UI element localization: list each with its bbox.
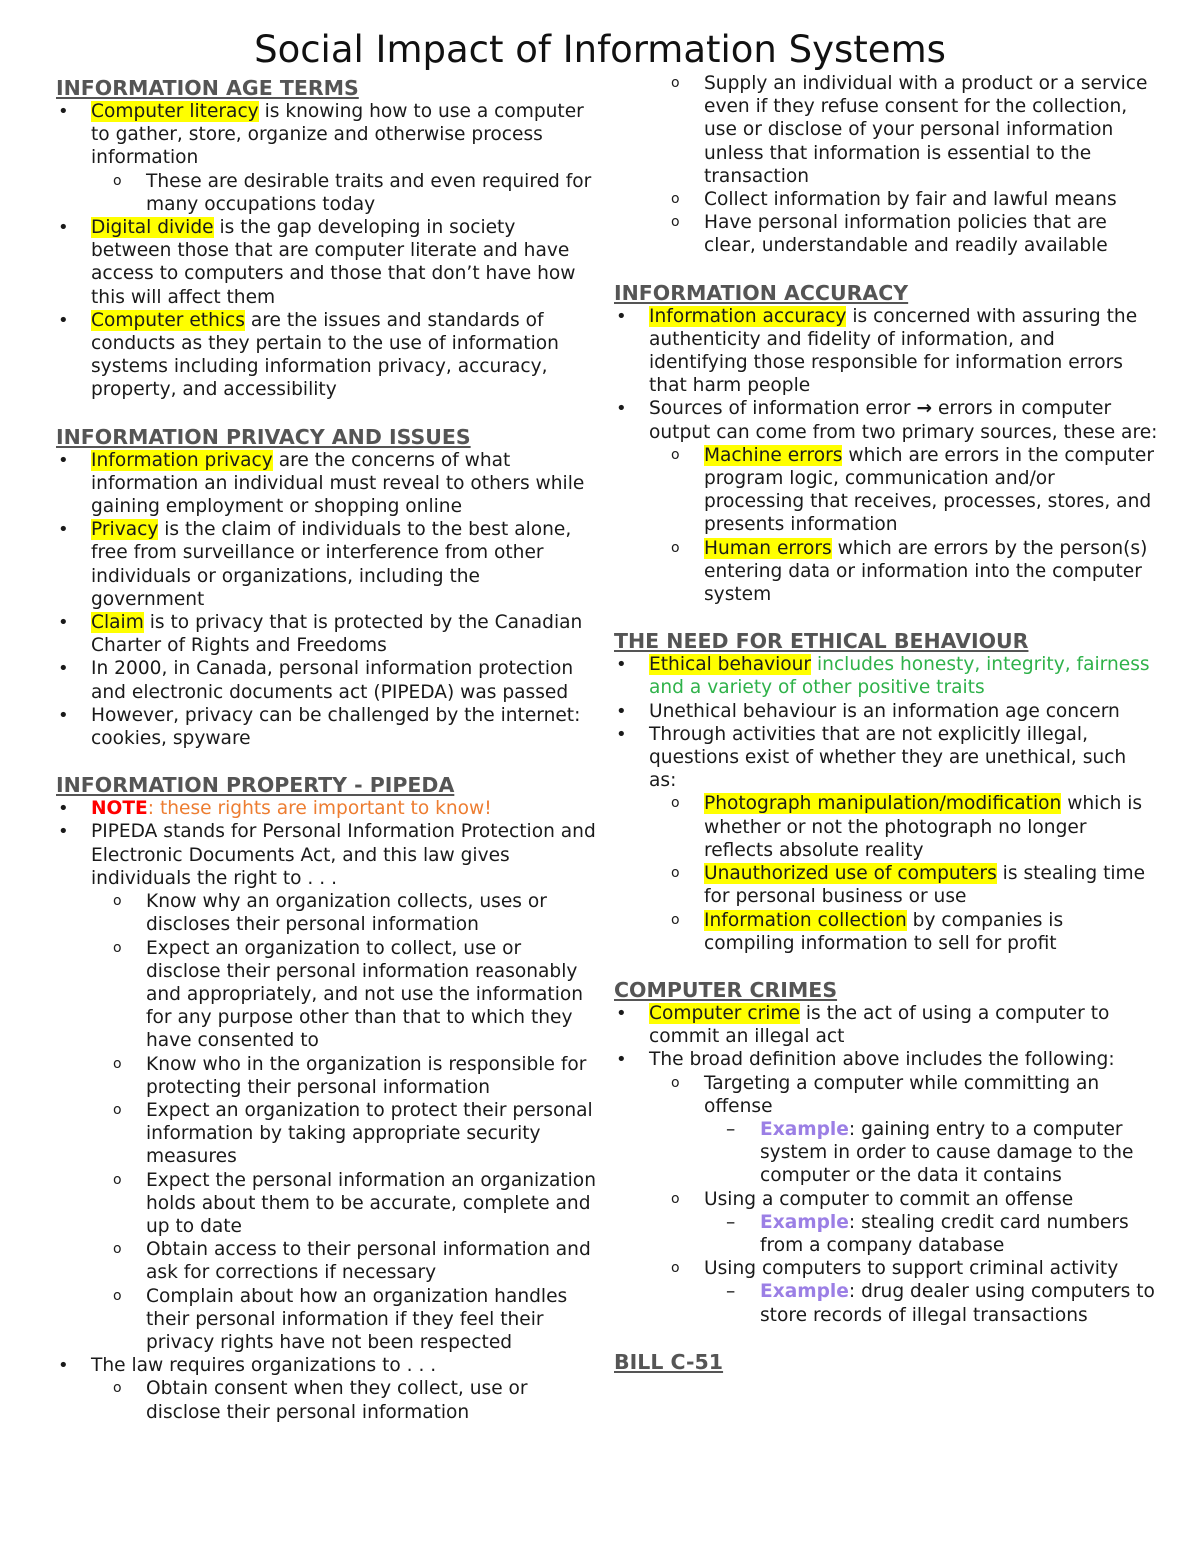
term-highlight: Information privacy — [91, 449, 273, 471]
note-label: NOTE — [91, 798, 148, 820]
list-item — [56, 611, 596, 657]
list-item: • Through activities that are not explicitly illegal, questions exist of whether they are unethical, such as: — [614, 723, 1159, 793]
list-item — [614, 653, 1159, 699]
definition-text: are the issues and standards of conducts as they pertain to the use of information systems including information privacy, accuracy, property, and accessibility — [91, 309, 559, 401]
example-label: Example — [760, 1118, 849, 1140]
crimes-list — [614, 1002, 1159, 1327]
list-item: o Complain about how an organization handles their personal information if they feel their privacy rights have not been respected — [56, 1285, 596, 1355]
term-highlight: Privacy — [91, 519, 159, 541]
heading-bill-c51: BILL C-51 — [614, 1349, 724, 1374]
list-item — [614, 1118, 1159, 1188]
definition-text: is the claim of individuals to the best alone, free from surveillance or interference from other individuals or organizations, including the government — [91, 519, 572, 610]
note-text: : these rights are important to know! — [147, 798, 492, 820]
example-label: Example — [760, 1211, 849, 1233]
list-item: o Know who in the organization is responsible for protecting their personal information — [56, 1053, 596, 1099]
definition-text: is to privacy that is protected by the Canadian Charter of Rights and Freedoms — [91, 612, 583, 657]
right-column — [614, 72, 1159, 1374]
list-item — [56, 100, 596, 170]
term-highlight: Computer literacy — [91, 101, 259, 122]
list-item: o Expect an organization to collect, use or disclose their personal information reasonably and appropriately, and not use the information for any purpose other than that to which they have consented to — [56, 937, 596, 1053]
heading-computer-crimes: COMPUTER CRIMES — [614, 977, 838, 1002]
list-item — [614, 305, 1159, 398]
heading-ethical-behaviour: THE NEED FOR ETHICAL BEHAVIOUR — [614, 629, 1029, 654]
list-item — [56, 518, 596, 611]
term-highlight: Photograph manipulation/modification — [704, 793, 1062, 815]
list-item: o Have personal information policies that are clear, understandable and readily available — [614, 211, 1159, 257]
definition-text: is knowing how to use a computer to gather, store, organize and otherwise process information — [91, 101, 584, 169]
list-item — [56, 797, 596, 820]
term-highlight: Machine errors — [704, 444, 843, 466]
requirements-continued-list — [614, 72, 1159, 258]
age-terms-list — [56, 100, 596, 402]
list-item — [56, 449, 596, 519]
definition-text: which are errors by the person(s) entering data or information into the computer system — [704, 537, 1148, 606]
list-item: • PIPEDA stands for Personal Information Protection and Electronic Documents Act, and this law gives individuals the right to . . . — [56, 820, 596, 890]
definition-text: are the concerns of what information an individual must reveal to others while gaining employment or shopping online — [91, 449, 585, 518]
definition-text: is stealing time for personal business or use — [704, 863, 1146, 908]
list-item — [614, 1002, 1159, 1048]
list-item: o Obtain access to their personal information and ask for corrections if necessary — [56, 1238, 596, 1284]
list-item — [614, 1280, 1159, 1326]
definition-text: which are errors in the computer program logic, communication and/or processing that receives, processes, stores, and presents information — [704, 444, 1154, 536]
definition-text: which is whether or not the photograph no longer reflects absolute reality — [704, 793, 1143, 861]
term-highlight: Ethical behaviour — [649, 654, 812, 676]
term-highlight: Unauthorized use of computers — [704, 863, 997, 885]
list-item: o Expect the personal information an organization holds about them to be accurate, complete and up to date — [56, 1169, 596, 1239]
term-highlight: Computer ethics — [91, 309, 245, 331]
list-item: o Collect information by fair and lawful means — [614, 188, 1159, 211]
example-label: Example — [760, 1281, 849, 1303]
definition-text: includes honesty, integrity, fairness and a variety of other positive traits — [649, 654, 1150, 699]
list-item — [614, 792, 1159, 862]
list-item: o Using a computer to commit an offense — [614, 1188, 1159, 1211]
property-list — [56, 797, 596, 1423]
list-item: o Expect an organization to protect their personal information by taking appropriate security measures — [56, 1099, 596, 1169]
privacy-list — [56, 449, 596, 751]
definition-text: is the act of using a computer to commit an illegal act — [649, 1002, 1110, 1048]
heading-information-property: INFORMATION PROPERTY - PIPEDA — [56, 773, 455, 798]
example-text: : gaining entry to a computer system in order to cause damage to the computer or the data it contains — [760, 1118, 1134, 1187]
term-highlight: Information collection — [704, 909, 907, 931]
sources-text: Sources of information error — [649, 398, 917, 420]
list-item — [614, 444, 1159, 537]
list-item — [56, 309, 596, 402]
list-item: • In 2000, in Canada, personal information protection and electronic documents act (PIPEDA) was passed — [56, 657, 596, 703]
list-item — [614, 537, 1159, 607]
list-item: o Know why an organization collects, uses or discloses their personal information — [56, 890, 596, 936]
term-highlight: Digital divide — [91, 217, 214, 239]
list-item: o Targeting a computer while committing an offense — [614, 1072, 1159, 1118]
example-text: : stealing credit card numbers from a company database — [760, 1211, 1129, 1256]
list-item — [614, 862, 1159, 908]
accuracy-list — [614, 305, 1159, 607]
list-item: • The broad definition above includes the following: — [614, 1048, 1159, 1071]
left-column — [56, 76, 596, 1424]
heading-information-age-terms: INFORMATION AGE TERMS — [56, 76, 359, 100]
definition-text: is the gap developing in society between those that are computer literate and have access to computers and those that don’t have how this will affect them — [91, 217, 576, 308]
arrow-right-icon: → — [916, 398, 933, 420]
page-title: Social Impact of Information Systems — [254, 28, 946, 71]
list-item: • However, privacy can be challenged by the internet: cookies, spyware — [56, 704, 596, 750]
list-item: • Unethical behaviour is an information age concern — [614, 700, 1159, 723]
term-highlight: Human errors — [704, 537, 832, 559]
list-item — [614, 909, 1159, 955]
ethical-list — [614, 653, 1159, 955]
heading-information-privacy: INFORMATION PRIVACY AND ISSUES — [56, 424, 471, 449]
list-item: o These are desirable traits and even required for many occupations today — [56, 170, 596, 216]
heading-information-accuracy: INFORMATION ACCURACY — [614, 280, 909, 305]
definition-text: by companies is compiling information to sell for profit — [704, 909, 1064, 954]
definition-text: is concerned with assuring the authenticity and fidelity of information, and identifying those responsible for information errors that harm people — [649, 305, 1138, 397]
sources-text-continued: errors in computer output can come from two primary sources, these are: — [649, 398, 1158, 443]
list-item: o Using computers to support criminal activity — [614, 1257, 1159, 1280]
list-item: • The law requires organizations to . . . — [56, 1354, 596, 1377]
term-highlight: Claim — [91, 612, 144, 634]
term-highlight: Information accuracy — [649, 305, 847, 327]
term-highlight: Computer crime — [649, 1002, 800, 1024]
list-item — [56, 216, 596, 309]
list-item — [614, 397, 1159, 443]
example-text: : drug dealer using computers to store records of illegal transactions — [760, 1281, 1155, 1326]
list-item: o Supply an individual with a product or a service even if they refuse consent for the collection, use or disclose of your personal information unless that information is essential to the transaction — [614, 72, 1159, 188]
list-item — [614, 1211, 1159, 1257]
list-item: o Obtain consent when they collect, use or disclose their personal information — [56, 1377, 596, 1423]
